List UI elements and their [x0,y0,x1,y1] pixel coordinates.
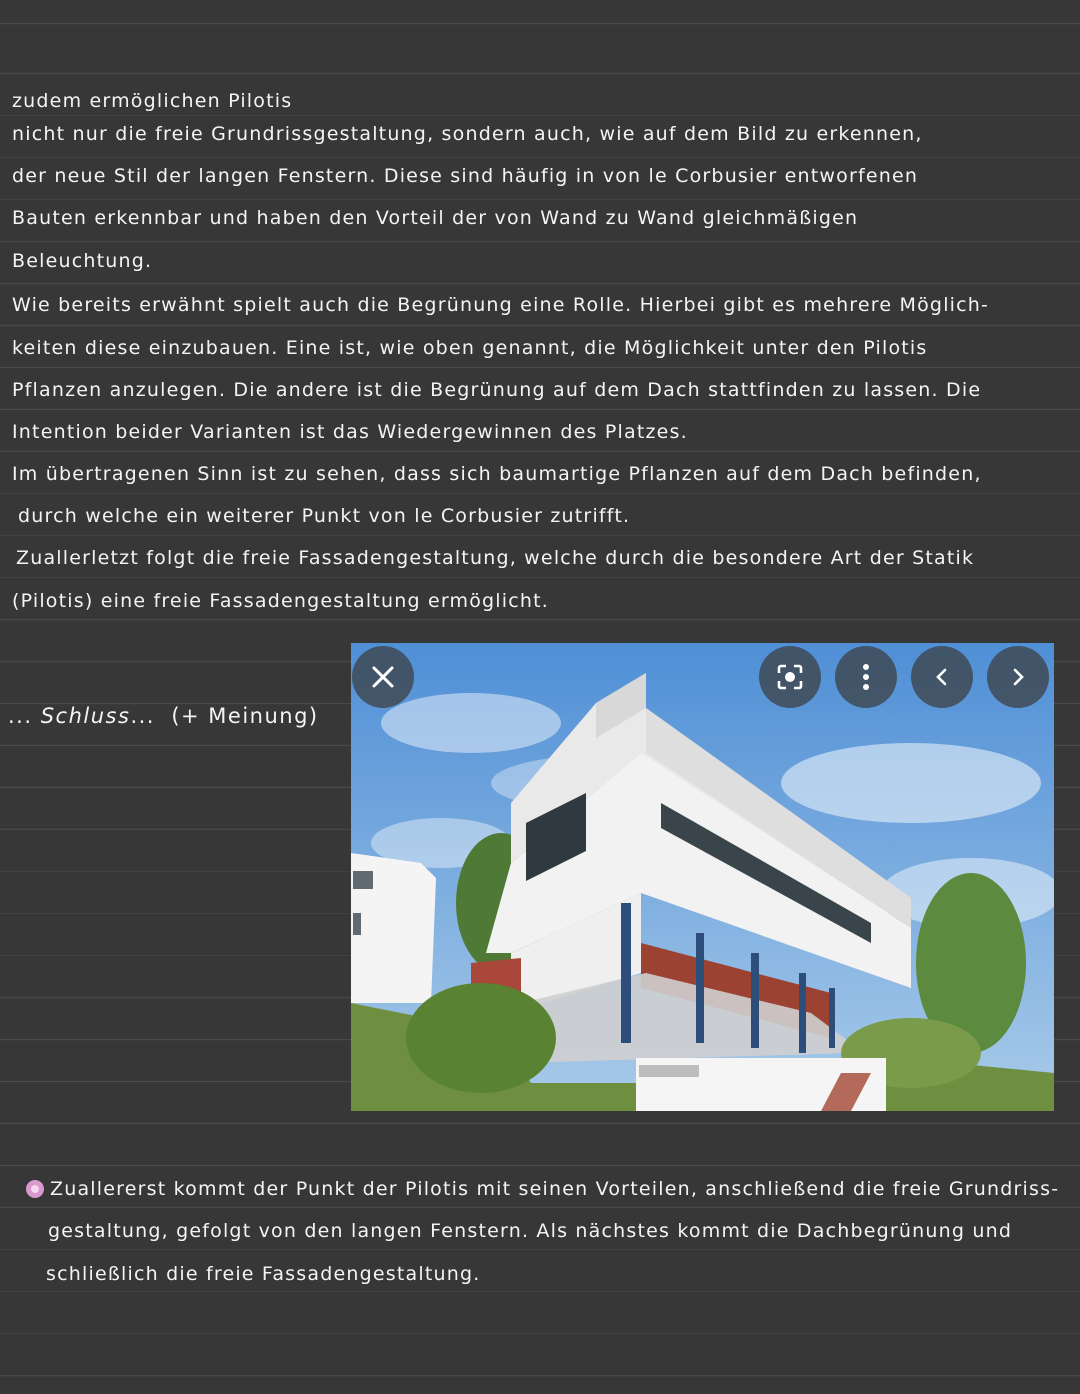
close-button[interactable] [352,646,414,708]
more-options-button[interactable] [835,646,897,708]
text-line: (Pilotis) eine freie Fassadengestaltung ermöglicht. [12,590,550,612]
text-line: keiten diese einzubauen. Eine ist, wie oben genannt, die Möglichkeit unter den Pilotis [12,337,928,359]
previous-icon [934,667,950,687]
summary-line: gestaltung, gefolgt von den langen Fenstern. Als nächstes kommt die Dachbegrünung und [48,1220,1013,1242]
next-icon [1010,667,1026,687]
text-line: Intention beider Varianten ist das Wiedergewinnen des Platzes. [12,421,688,443]
next-image-button[interactable] [987,646,1049,708]
text-line: Zuallerletzt folgt die freie Fassadengestaltung, welche durch die besondere Art der Statik [16,547,975,569]
schluss-note: (+ Meinung) [171,704,319,728]
museum-sign [639,1065,699,1077]
text-line: Im übertragenen Sinn ist zu sehen, dass sich baumartige Pflanzen auf dem Dach befinden, [12,463,982,485]
summary-line: Zuallererst kommt der Punkt der Pilotis mit seinen Vorteilen, anschließend die freie Grundriss- [50,1178,1060,1200]
schluss-dots: ... [130,704,155,728]
text-line: Pflanzen anzulegen. Die andere ist die Begrünung auf dem Dach stattfinden zu lassen. Die [12,379,982,401]
flower-bullet-icon [26,1180,44,1198]
schluss-word: Schluss [40,704,131,728]
more-icon [861,663,871,691]
lens-button[interactable] [759,646,821,708]
previous-image-button[interactable] [911,646,973,708]
text-line: Bauten erkennbar und haben den Vorteil der von Wand zu Wand gleichmäßigen [12,207,859,229]
building-photo [351,643,1054,1111]
summary-line: schließlich die freie Fassadengestaltung. [46,1263,481,1285]
text-line: Beleuchtung. [12,250,153,272]
close-icon [370,664,396,690]
text-line: Wie bereits erwähnt spielt auch die Begrünung eine Rolle. Hierbei gibt es mehrere Möglich- [12,294,990,316]
text-line: der neue Stil der langen Fenstern. Diese sind häufig in von le Corbusier entworfenen [12,165,919,187]
building-illustration [351,643,1054,1111]
schluss-heading [8,704,319,728]
text-line: durch welche ein weiterer Punkt von le Corbusier zutrifft. [18,505,631,527]
schluss-prefix: ... [8,704,33,728]
text-line: zudem ermöglichen Pilotis [12,90,293,112]
lens-icon [775,662,805,692]
text-line: nicht nur die freie Grundrissgestaltung, sondern auch, wie auf dem Bild zu erkennen, [12,123,923,145]
